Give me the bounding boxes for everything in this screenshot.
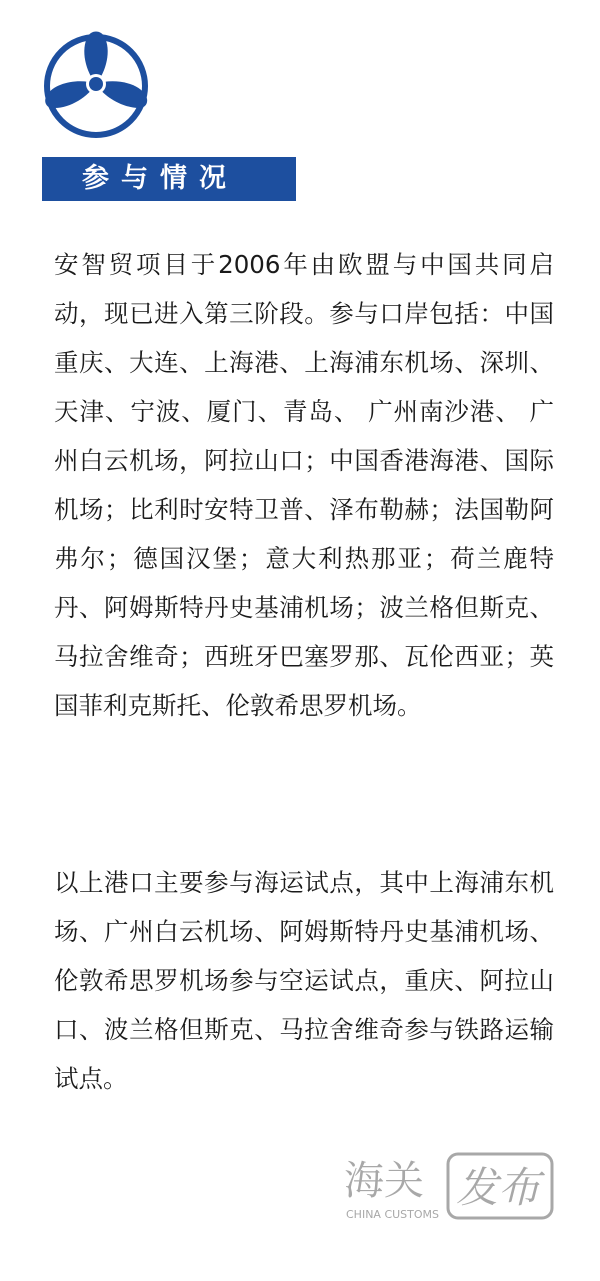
customs-emblem-icon xyxy=(40,28,152,140)
section-title: 参与情况 xyxy=(42,157,296,201)
paragraph-participating-ports: 安智贸项目于2006年由欧盟与中国共同启动，现已进入第三阶段。参与口岸包括：中国重庆、大连、上海港、上海浦东机场、深圳、天津、宁波、厦门、青岛、 广州南沙港、 广州白云机场，阿拉山口；中国香港海港、国际机场；比利时安特卫普、泽布勒赫；法国勒阿弗尔；德国汉堡；意大利热那亚；荷兰鹿特丹、阿姆斯特丹史基浦机场；波兰格但斯克、马拉舍维奇；西班牙巴塞罗那、瓦伦西亚；英国菲利克斯托、伦敦希思罗机场。 xyxy=(54,250,554,720)
china-customs-brand-logo xyxy=(344,1150,554,1226)
brand-right-text: 发布 xyxy=(456,1163,541,1212)
brand-english-text: CHINA CUSTOMS xyxy=(346,1208,440,1221)
brand-left-text: 海关 xyxy=(344,1158,424,1204)
paragraph-pilot-types: 以上港口主要参与海运试点，其中上海浦东机场、广州白云机场、阿姆斯特丹史基浦机场、伦敦希思罗机场参与空运试点，重庆、阿拉山口、波兰格但斯克、马拉舍维奇参与铁路运输试点。 xyxy=(54,868,554,1093)
